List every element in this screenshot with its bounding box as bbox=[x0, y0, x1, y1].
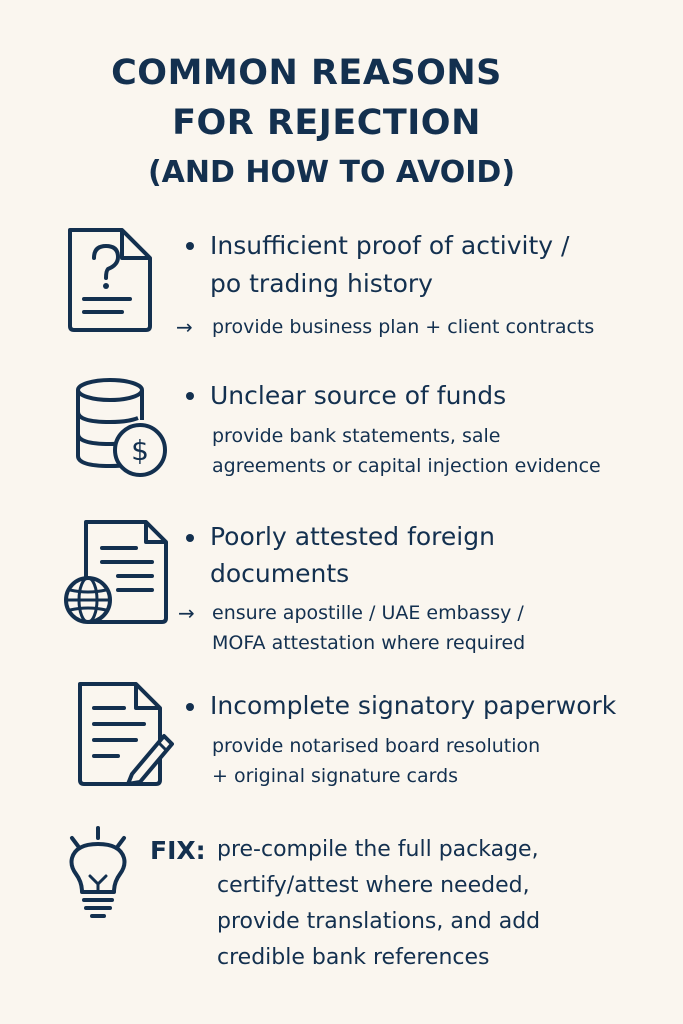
svg-text:$: $ bbox=[131, 434, 149, 467]
reason-detail: provide business plan + client contracts bbox=[212, 316, 595, 338]
reason-detail: ensure apostille / UAE embassy / bbox=[212, 602, 524, 624]
fix-line: pre-compile the full package, bbox=[217, 837, 539, 862]
coins-dollar-icon bbox=[72, 376, 172, 480]
reason-heading: Poorly attested foreign bbox=[210, 522, 495, 551]
reason-detail: agreements or capital injection evidence bbox=[212, 455, 601, 477]
reason-detail: + original signature cards bbox=[212, 765, 459, 787]
title-line-1: COMMON REASONS bbox=[111, 53, 502, 93]
title-line-3: (AND HOW TO AVOID) bbox=[147, 155, 516, 190]
fix-text bbox=[217, 832, 540, 976]
document-pen-icon bbox=[74, 680, 174, 790]
reason-heading: Unclear source of funds bbox=[210, 381, 507, 410]
bullet-dot bbox=[186, 703, 194, 711]
bullet-dot bbox=[186, 392, 194, 400]
reason-heading: Insufficient proof of activity / bbox=[210, 231, 570, 260]
fix-label: FIX: bbox=[150, 836, 206, 865]
title-line-2: FOR REJECTION bbox=[172, 103, 481, 143]
bullet-dot bbox=[186, 242, 194, 250]
question-document-icon bbox=[62, 224, 158, 336]
arrow-icon: → bbox=[176, 315, 193, 339]
page-title bbox=[0, 48, 683, 198]
lightbulb-icon bbox=[62, 826, 134, 922]
fix-line: credible bank references bbox=[217, 945, 490, 970]
fix-line: provide translations, and add bbox=[217, 909, 541, 934]
arrow-icon: → bbox=[178, 601, 195, 625]
reason-detail: provide bank statements, sale bbox=[212, 425, 501, 447]
reason-heading: Incomplete signatory paperwork bbox=[210, 691, 617, 720]
reason-heading: documents bbox=[210, 559, 350, 588]
reason-detail: MOFA attestation where required bbox=[212, 632, 526, 654]
bullet-dot bbox=[186, 534, 194, 542]
fix-line: certify/attest where needed, bbox=[217, 873, 530, 898]
reason-detail: provide notarised board resolution bbox=[212, 735, 541, 757]
globe-document-icon bbox=[60, 518, 172, 628]
reason-heading: po trading history bbox=[210, 269, 433, 298]
